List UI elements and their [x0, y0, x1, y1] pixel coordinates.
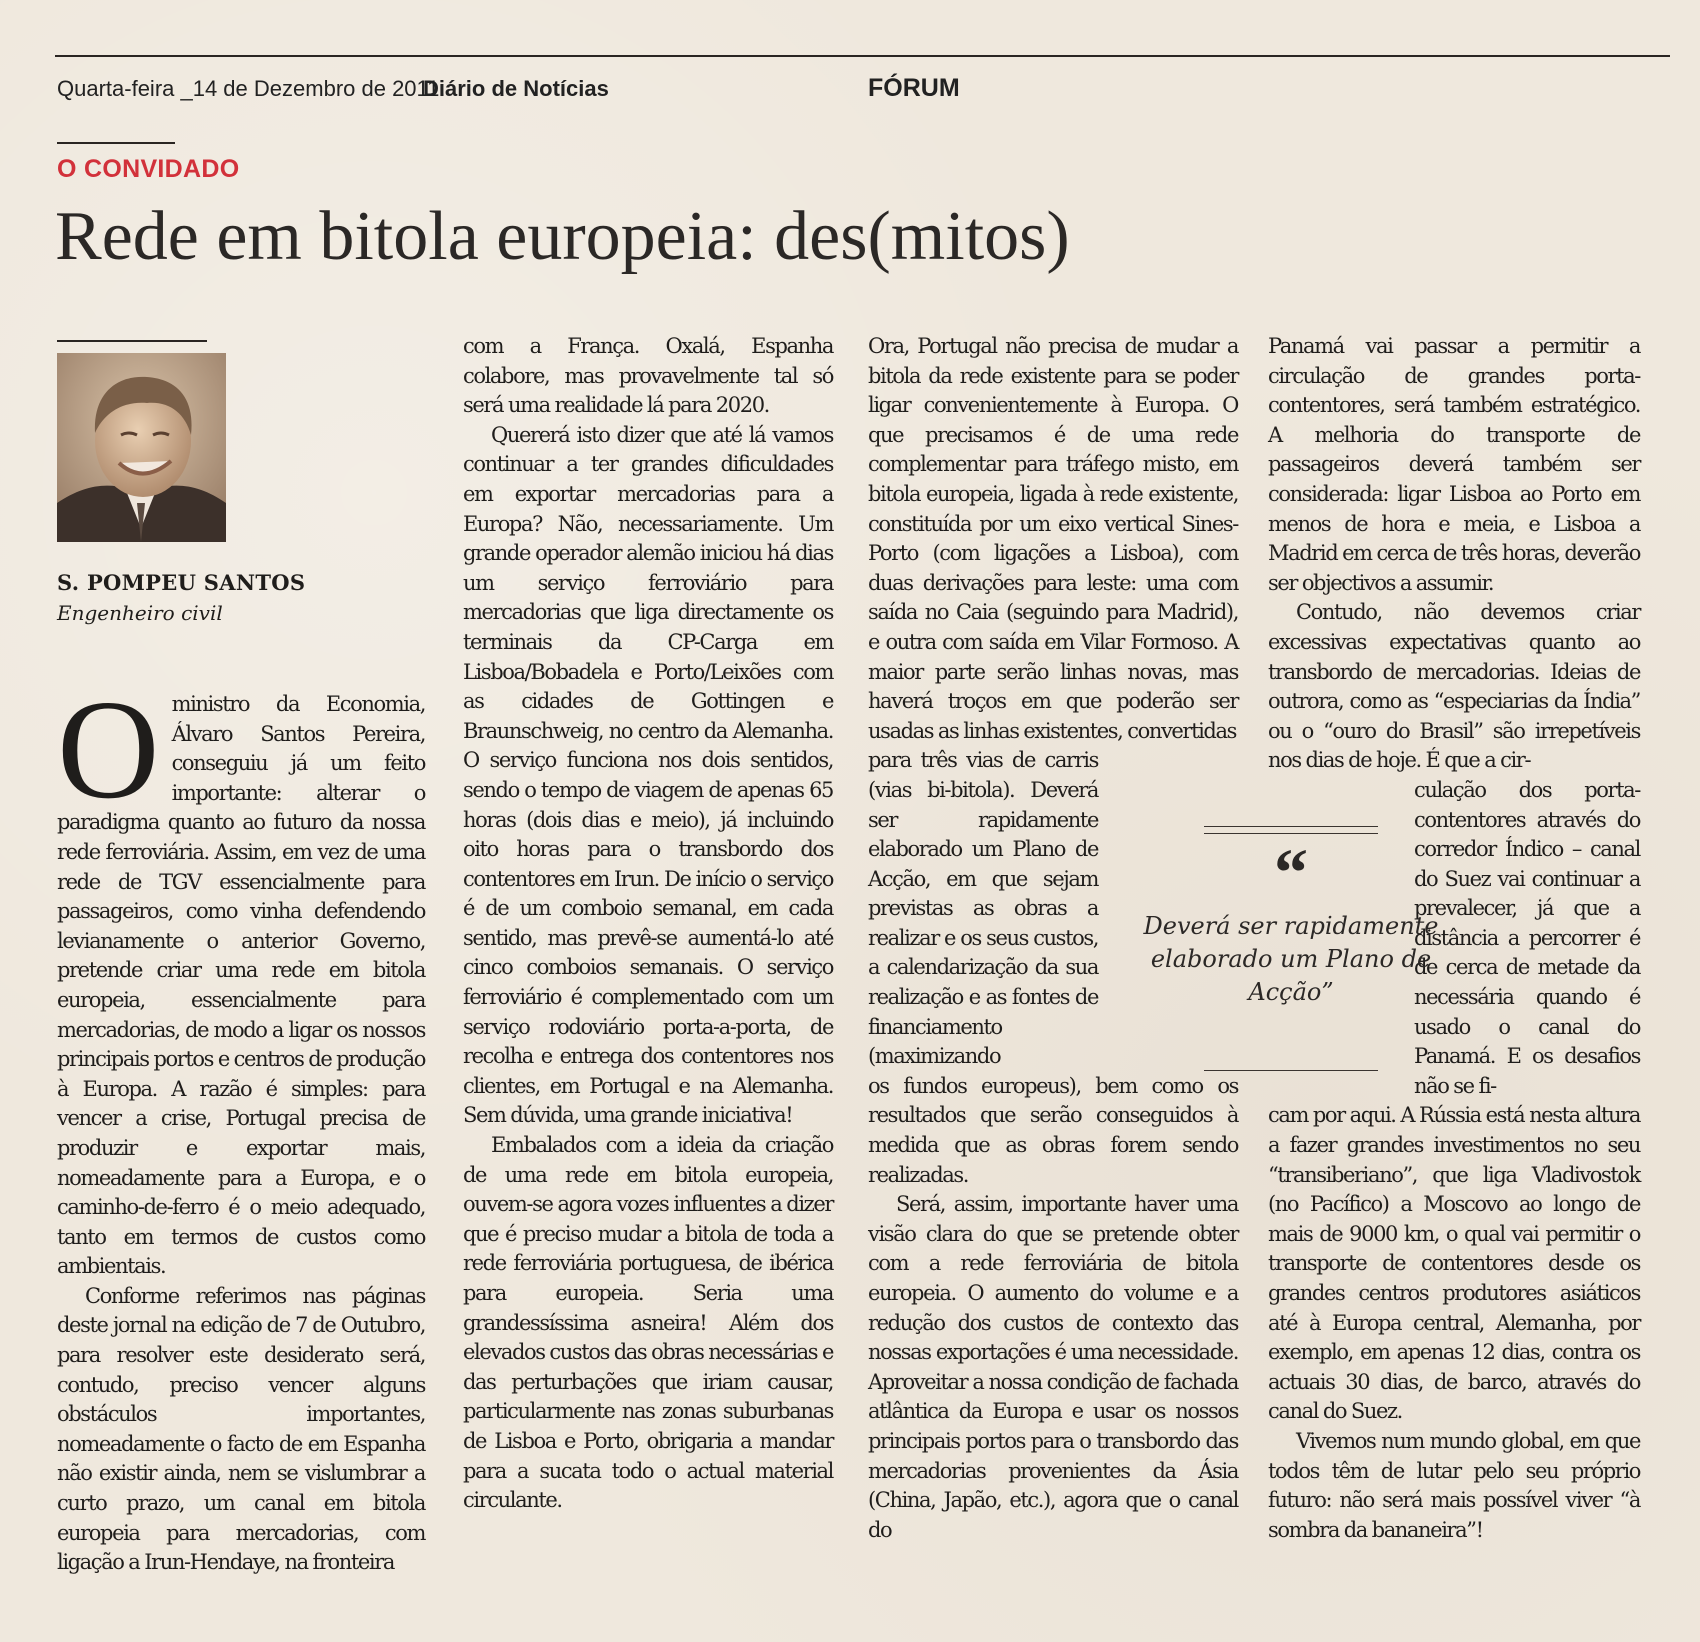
header-date: Quarta-feira _14 de Dezembro de 2011.: [57, 76, 446, 101]
kicker-rule: [57, 142, 175, 144]
photo-rule: [57, 340, 207, 342]
paragraph: Embalados com a ideia da criação de uma rede em bitola europeia, ouvem-se agora vozes influentes a dizer que é preciso mudar a bitola de toda a rede ferroviária portuguesa, de ibérica para europeia. Seria uma grandessíssima asneira! Além dos elevados custos das obras necessárias e das perturbações que iriam causar, particularmente nas zonas suburbanas de Lisboa e Porto, obrigaria a mandar para a sucata todo o actual material circulante.: [463, 1133, 833, 1513]
drop-cap: O: [57, 670, 160, 828]
header-newspaper: Diário de Notícias: [423, 76, 609, 101]
author-role: Engenheiro civil: [57, 601, 223, 625]
paragraph: com a França. Oxalá, Espanha colabore, mas provavelmente tal só será uma realidade lá para 2020.: [463, 334, 833, 418]
paragraph: os fundos europeus), bem como os resultados que serão conseguidos à medida que as obras forem sendo realizadas.: [868, 1073, 1238, 1187]
kicker: O CONVIDADO: [57, 155, 240, 183]
headline: Rede em bitola europeia: des(mitos): [55, 198, 1070, 275]
paragraph: ministro da Economia, Álvaro Santos Pereira, conseguiu já um feito importante: alterar o paradigma quanto ao futuro da nossa rede ferroviária. Assim, em vez de uma rede de TGV essencialmente para passageiros, como vinha defendendo levianamente o anterior Governo, pretende criar uma rede em bitola europeia, essencialmente para mercadorias, de modo a ligar os nossos principais portos e centros de produção à Europa. A razão é simples: para vencer a crise, Portugal precisa de produzir e exportar mais, nomeadamente para a Europa, e o caminho-de-ferro é o meio adequado, tanto em termos de custos como ambientais.: [57, 692, 425, 1279]
pull-quote-rule: [1204, 826, 1378, 827]
paragraph: Contudo, não devemos criar excessivas expectativas quanto ao transbordo de mercadorias. Ideias de outrora, como as “especiarias da Índia” ou o “ouro do Brasil” são irrepetíveis nos dias de hoje. É que a cir-: [1268, 600, 1640, 773]
article-column-1: [57, 670, 425, 1578]
author-name: S. POMPEU SANTOS: [57, 570, 306, 595]
paragraph: Conforme referimos nas páginas deste jornal na edição de 7 de Outubro, para resolver este desiderato será, contudo, preciso vencer alguns obstáculos importantes, nomeadamente o facto de em Espanha não existir ainda, nem se vislumbrar a curto prazo, um canal em bitola europeia para mercadorias, com ligação a Irun-Hendaye, na fronteira: [57, 1283, 425, 1575]
pull-quote-text: Deverá ser rapidamente elaborado um Plano de Acção”: [1143, 912, 1439, 1006]
paragraph-wrapped: culação dos porta-contentores através do corredor Índico – canal do Suez vai continuar a prevalecer, já que a distância a percorrer é de cerca de metade da necessária quando é usado o canal do Panamá. E os desafios não se fi-: [1414, 777, 1640, 1098]
header-section: FÓRUM: [868, 74, 960, 102]
paragraph: Quererá isto dizer que até lá vamos continuar a ter grandes dificuldades em exportar mercadorias para a Europa? Não, necessariamente. Um grande operador alemão iniciou há dias um serviço ferroviário para mercadorias que liga directamente os terminais da CP-Carga em Lisboa/Bobadela e Porto/Leixões com as cidades de Gottingen e Braunschweig, no centro da Alemanha. O serviço funciona nos dois sentidos, sendo o tempo de viagem de apenas 65 horas (dois dias e meio), já incluindo oito horas para o transbordo dos contentores em Irun. De início o serviço é de um comboio semanal, em cada sentido, mas prevê-se aumentá-lo até cinco comboios semanais. O serviço ferroviário é complementado com um serviço rodoviário porta-a-porta, de recolha e entrega dos contentores nos clientes, em Portugal e na Alemanha. Sem dúvida, uma grande iniciativa!: [463, 422, 833, 1128]
paragraph-wrapped: para três vias de carris (vias bi-bitola). Deverá ser rapidamente elaborado um Plano de Acção, em que sejam previstas as obras a realizar e os seus custos, a calendarização da sua realização e as fontes de financiamento (maximizando: [868, 748, 1098, 1069]
author-photo: [57, 353, 226, 542]
top-rule: [55, 55, 1670, 57]
paragraph: Será, assim, importante haver uma visão clara do que se pretende obter com a rede ferroviária de bitola europeia. O aumento do volume e a redução dos custos de contexto das nossas exportações é uma necessidade. Aproveitar a nossa condição de fachada atlântica da Europa e usar os nossos principais portos para o transbordo das mercadorias provenientes da Ásia (China, Japão, etc.), agora que o canal do: [868, 1192, 1238, 1542]
author-portrait-image: [57, 353, 226, 542]
article-column-2: [463, 332, 833, 1516]
quote-mark-icon: “: [1274, 834, 1308, 910]
paragraph: Vivemos num mundo global, em que todos têm de lutar pelo seu próprio futuro: não será mais possível viver “à sombra da bananeira”!: [1268, 1428, 1640, 1542]
paragraph: cam por aqui. A Rússia está nesta altura a fazer grandes investimentos no seu “transiberiano”, que liga Vladivostok (no Pacífico) a Moscovo ao longo de mais de 9000 km, o qual vai permitir o transporte de contentores desde os grandes centros produtores asiáticos até à Europa central, Alemanha, por exemplo, em apenas 12 dias, contra os actuais 30 dias, de barco, através do canal do Suez.: [1268, 1103, 1640, 1424]
paragraph: Panamá vai passar a permitir a circulação de grandes porta-contentores, será também estratégico. A melhoria do transporte de passageiros deverá também ser considerada: ligar Lisboa ao Porto em menos de hora e meia, e Lisboa a Madrid em cerca de três horas, deverão ser objectivos a assumir.: [1268, 334, 1640, 595]
paragraph: Ora, Portugal não precisa de mudar a bitola da rede existente para se poder ligar convenientemente à Europa. O que precisamos é de uma rede complementar para tráfego misto, em bitola europeia, ligada à rede existente, constituída por um eixo vertical Sines-Porto (com ligações a Lisboa), com duas derivações para leste: uma com saída no Caia (seguindo para Madrid), e outra com saída em Vilar Formoso. A maior parte serão linhas novas, mas haverá troços em que poderão ser usadas as linhas existentes, convertidas: [868, 334, 1238, 743]
pull-quote-rule: [1204, 1070, 1378, 1071]
pull-quote: [1142, 822, 1440, 1078]
